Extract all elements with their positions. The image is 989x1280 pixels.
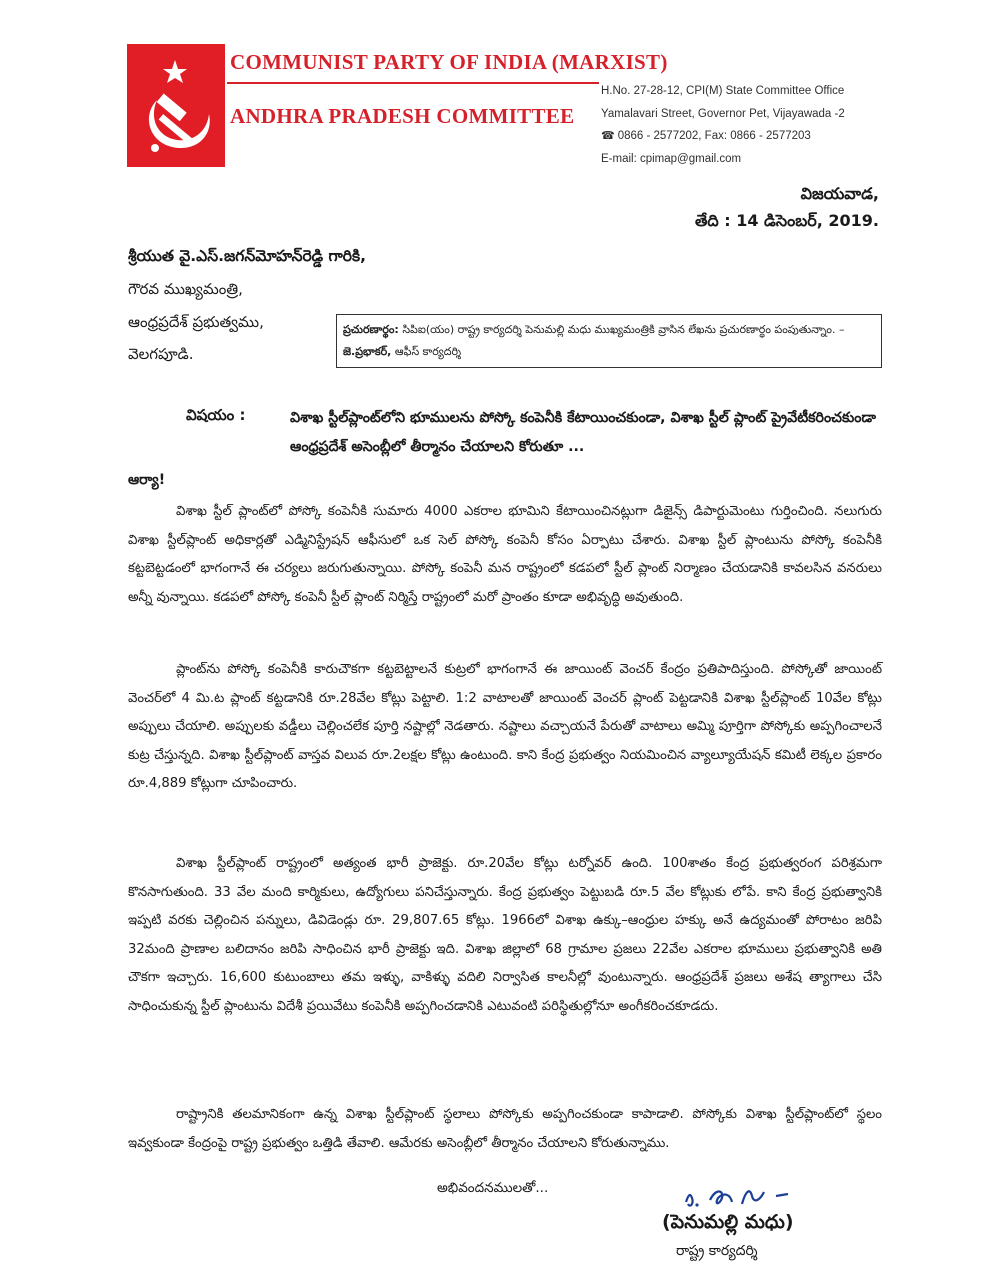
address-line-1: H.No. 27-28-12, CPI(M) State Committee Office — [601, 85, 845, 97]
signer-name: (పెనుమల్లి మధు) — [662, 1211, 794, 1233]
body-paragraph-4: రాష్ట్రానికి తలమానికంగా ఉన్న విశాఖ స్టీల్‌ప్లాంట్ స్థలాలు పోస్కోకు అప్పగించకుండా కాపాడాలి. పోస్కోకు విశాఖ స్టీల్‌ప్లాంట్‌లో స్థలం ఇవ్వకుండా కేంద్రంపై రాష్ట్ర ప్రభుత్వం ఒత్తిడి తేవాలి. ఆమేరకు అసెంబ్లీలో తీర్మానం చేయాలని కోరుతున్నాము. — [128, 1107, 882, 1151]
party-logo — [127, 44, 225, 167]
recipient-title: గౌరవ ముఖ్యమంత్రి, — [128, 280, 243, 298]
subject-text: విశాఖ స్టీల్‌ప్లాంట్‌లోని భూములను పోస్కో కంపెనీకి కేటాయించకుండా, విశాఖ స్టీల్ ప్లాంట్ ప్రైవేటీకరించకుండా ఆంధ్రప్రదేశ్ అసెంబ్లీలో తీర్మానం చేయాలని కోరుతూ ... — [290, 410, 876, 455]
press-note-text: సిపిఐ(యం) రాష్ట్ర కార్యదర్శి పెనుమల్లి మధు ముఖ్యమంత్రికి వ్రాసిన లేఖను ప్రచురణార్థం పంపుతున్నాం. – — [402, 323, 845, 336]
recipient-government: ఆంధ్రప్రదేశ్ ప్రభుత్వము, — [128, 313, 264, 331]
org-committee: ANDHRA PRADESH COMMITTEE — [230, 104, 575, 128]
recipient-location: వెలగపూడి. — [128, 345, 194, 363]
address-line-2: Yamalavari Street, Governor Pet, Vijayawada -2 — [601, 107, 845, 120]
press-note-label: ప్రచురణార్థం: — [343, 323, 399, 336]
contact-block — [601, 80, 891, 170]
press-note-sender: జె.ప్రభాకర్, — [343, 345, 392, 358]
letter-place: విజయవాడ, — [800, 184, 879, 203]
recipient-name: శ్రీయుత వై.ఎస్.జగన్‌మోహన్‌రెడ్డి గారికి, — [128, 247, 366, 265]
body-paragraph-3: విశాఖ స్టీల్‌ప్లాంట్ రాష్ట్రంలో అత్యంత భారీ ప్రాజెక్టు. రూ.20వేల కోట్లు టర్నోవర్ ఉంది. 100శాతం కేంద్ర ప్రభుత్వరంగ పరిశ్రమగా కొనసాగుతుంది. 33 వేల మంది కార్మికులు, ఉద్యోగులు పనిచేస్తున్నారు. కేంద్ర ప్రభుత్వం పెట్టుబడి రూ.5 వేల కోట్లుకు లోపే. కాని కేంద్ర ప్రభుత్వానికి ఇప్పటి వరకు చెల్లించిన పన్నులు, డివిడెండ్లు రూ. 29,807.65 కోట్లు. 1966లో విశాఖ ఉక్కు–ఆంధ్రుల హక్కు అనే ఉద్యమంతో పోరాటం జరిపి 32మంది ప్రాణాల బలిదానం జరిపి సాధించిన భారీ ప్రాజెక్టు ఇది. విశాఖ జిల్లాలో 68 గ్రామాల ప్రజలు 22వేల ఎకరాల భూములు ప్రభుత్వానికి అతి చౌకగా ఇచ్చారు. 16,600 కుటుంబాలు తమ ఇళ్ళు, వాకిళ్ళు వదిలి నిర్వాసిత కాలనీల్లో వుంటున్నారు. ఆంధ్రప్రదేశ్ ప్రజలు అశేష త్యాగాలు చేసి సాధించుకున్న స్టీల్ ప్లాంటును విదేశీ ప్రయివేటు కంపెనీకి అప్పగించడానికి ఎటువంటి పరిస్థితుల్లోనూ అంగీకరించకూడదు. — [128, 856, 882, 1014]
subject-label: విషయం : — [186, 406, 246, 424]
closing-text: అభివందనములతో... — [437, 1180, 549, 1196]
salutation: ఆర్యా! — [128, 472, 166, 488]
org-name: COMMUNIST PARTY OF INDIA (MARXIST) — [230, 50, 668, 74]
letter-date: తేది : 14 డిసెంబర్, 2019. — [694, 211, 879, 230]
body-paragraph-2: ప్లాంట్‌ను పోస్కో కంపెనీకి కారుచౌకగా కట్టబెట్టాలనే కుట్రలో భాగంగానే ఈ జాయింట్ వెంచర్ కేంద్రం ప్రతిపాదిస్తుంది. పోస్కోతో జాయింట్ వెంచర్‌లో 4 మి.ట ప్లాంట్ కట్టడానికి రూ.28వేల కోట్లు పెట్టాలి. 1:2 వాటాలతో జాయింట్ వెంచర్ ప్లాంట్ పెట్టడానికి విశాఖ స్టీల్‌ప్లాంట్ 10వేల కోట్లు అప్పులు చేయాలి. అప్పులకు వడ్డీలు చెల్లించలేక పూర్తి నష్టాల్లో నెడతారు. నష్టాలు వచ్చాయనే పేరుతో వాటాలు అమ్మి పూర్తిగా పోస్కోకు అప్పగించాలనే కుట్ర చేస్తున్నది. విశాఖ స్టీల్‌ప్లాంట్ వాస్తవ విలువ రూ.2లక్షల కోట్లు ఉంటుంది. కాని కేంద్ర ప్రభుత్వం నియమించిన వ్యాల్యూయేషన్ కమిటీ లెక్కల ప్రకారం రూ.4,889 కోట్లుగా చూపించారు. — [128, 662, 882, 791]
body-paragraph-1: విశాఖ స్టీల్ ప్లాంట్‌లో పోస్కో కంపెనీకి సుమారు 4000 ఎకరాల భూమిని కేటాయించినట్లుగా డిజైన్స్ డిపార్టుమెంటు గుర్తించింది. నలుగురు విశాఖ స్టీల్‌ప్లాంట్ అధికార్లతో ఎడ్మినిస్ట్రేషన్ ఆఫీసులో ఒక సెల్ పోస్కో కంపెనీ కోసం ఏర్పాటు చేశారు. విశాఖ స్టీల్ ప్లాంటును పోస్కో కంపెనీకి కట్టబెట్టడంలో భాగంగానే ఈ చర్యలు జరుగుతున్నాయి. పోస్కో కంపెనీ మన రాష్ట్రంలో కడపలో స్టీల్ ప్లాంట్ నిర్మాణం చేయడానికి కావలసిన వనరులు అన్నీ వున్నాయి. కడపలో పోస్కో కంపెనీ స్టీల్ ప్లాంట్ నిర్మిస్తే రాష్ట్రంలో మరో ప్రాంతం కూడా అభివృద్ధి అవుతుంది. — [128, 504, 882, 605]
header-divider — [227, 82, 599, 84]
phone-line — [601, 125, 891, 148]
hammer-sickle-icon — [127, 44, 225, 167]
email-line: E-mail: cpimap@gmail.com — [601, 152, 742, 165]
signer-title: రాష్ట్ర కార్యదర్శి — [676, 1243, 758, 1259]
phone-icon: ☎ — [601, 130, 615, 142]
press-note-box — [336, 314, 882, 368]
press-note-sender-role: ఆఫీస్ కార్యదర్శి — [394, 345, 462, 358]
phone-text: 0866 - 2577202, Fax: 0866 - 2577203 — [617, 130, 811, 142]
